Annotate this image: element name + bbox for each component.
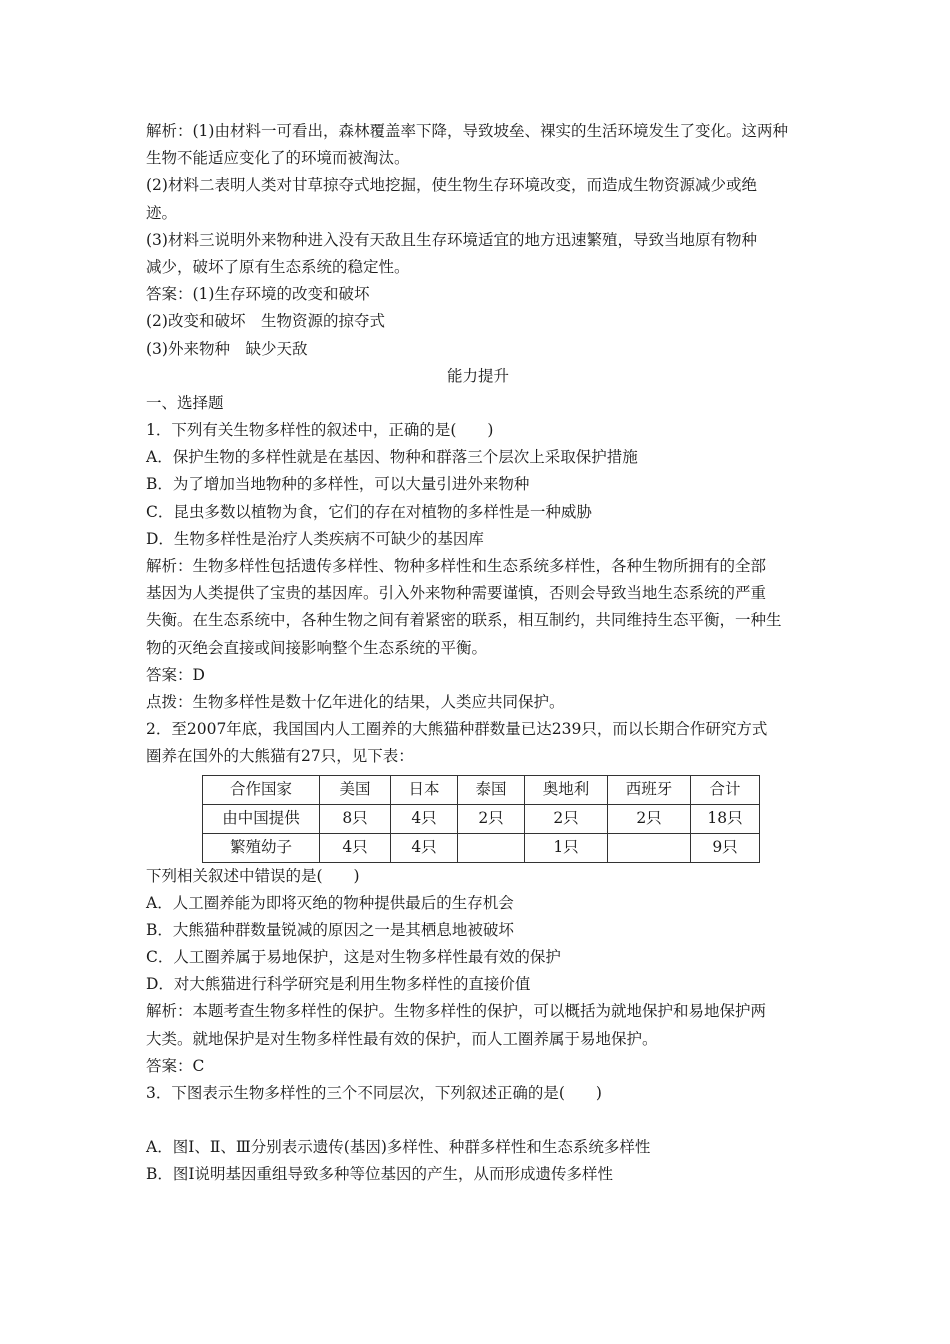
question-prompt: 下列相关叙述中错误的是( )	[146, 866, 360, 885]
document-content	[146, 118, 810, 1189]
table-cell: 2只	[525, 804, 608, 833]
answer-line: 答案：C	[146, 1056, 205, 1075]
answer-line: 答案：D	[146, 665, 205, 684]
prev-answers	[146, 281, 810, 363]
table-cell: 2只	[608, 804, 691, 833]
option-d: D．对大熊猫进行科学研究是利用生物多样性的直接价值	[146, 975, 531, 994]
analysis-line: 物的灭绝会直接或间接影响整个生态系统的平衡。	[146, 638, 488, 657]
table-cell: 18只	[691, 804, 760, 833]
table-cell	[608, 833, 691, 862]
table-row	[203, 833, 760, 862]
figure-placeholder	[146, 1107, 810, 1134]
table-header-cell: 泰国	[458, 775, 525, 804]
table-cell: 由中国提供	[203, 804, 320, 833]
tip-line: 点拨：生物多样性是数十亿年进化的结果，人类应共同保护。	[146, 692, 565, 711]
option-c: C．人工圈养属于易地保护，这是对生物多样性最有效的保护	[146, 948, 561, 967]
question-2	[146, 716, 810, 1080]
question-1	[146, 417, 810, 716]
option-d: D．生物多样性是治疗人类疾病不可缺少的基因库	[146, 529, 484, 548]
answer-line: (2)改变和破坏 生物资源的掠夺式	[146, 312, 385, 331]
text-line: 迹。	[146, 203, 178, 222]
table-cell	[458, 833, 525, 862]
table-cell: 2只	[458, 804, 525, 833]
option-b: B．图Ⅰ说明基因重组导致多种等位基因的产生，从而形成遗传多样性	[146, 1165, 614, 1184]
analysis-line: 失衡。在生态系统中，各种生物之间有着紧密的联系，相互制约，共同维持生态平衡，一种生	[146, 611, 782, 630]
part-title: 一、选择题	[146, 393, 224, 412]
answer-line: 答案：(1)生存环境的改变和破坏	[146, 285, 370, 304]
table-header-cell: 美国	[320, 775, 391, 804]
analysis-line: 大类。就地保护是对生物多样性最有效的保护，而人工圈养属于易地保护。	[146, 1029, 658, 1048]
table-header-cell: 日本	[391, 775, 458, 804]
option-a: A．保护生物的多样性就是在基因、物种和群落三个层次上采取保护措施	[146, 448, 638, 467]
question-stem: 3．下图表示生物多样性的三个不同层次，下列叙述正确的是( )	[146, 1084, 602, 1102]
table-cell: 4只	[391, 833, 458, 862]
question-stem: 圈养在国外的大熊猫有27只，见下表：	[146, 747, 414, 766]
section-title: 能力提升	[446, 366, 509, 385]
option-c: C．昆虫多数以植物为食，它们的存在对植物的多样性是一种威胁	[146, 502, 592, 521]
question-stem: 1．下列有关生物多样性的叙述中，正确的是( )	[146, 421, 494, 440]
table-header-row	[203, 775, 760, 804]
option-b: B．为了增加当地物种的多样性，可以大量引进外来物种	[146, 475, 530, 494]
table-header-cell: 西班牙	[608, 775, 691, 804]
table-cell: 8只	[320, 804, 391, 833]
prev-analysis	[146, 118, 810, 281]
table-cell: 1只	[525, 833, 608, 862]
table-header-cell: 合计	[691, 775, 760, 804]
table-cell: 繁殖幼子	[203, 833, 320, 862]
panda-table	[202, 775, 760, 863]
table-cell: 4只	[320, 833, 391, 862]
option-a: A．人工圈养能为即将灭绝的物种提供最后的生存机会	[146, 893, 514, 912]
option-a: A．图Ⅰ、Ⅱ、Ⅲ分别表示遗传(基因)多样性、种群多样性和生态系统多样性	[146, 1138, 651, 1157]
table-header-cell: 奥地利	[525, 775, 608, 804]
table-header-cell: 合作国家	[203, 775, 320, 804]
table-row	[203, 804, 760, 833]
text-line: 解析：(1)由材料一可看出，森林覆盖率下降，导致坡垒、裸实的生活环境发生了变化。这两种	[146, 122, 788, 140]
text-line: (3)材料三说明外来物种进入没有天敌且生存环境适宜的地方迅速繁殖，导致当地原有物种	[146, 230, 757, 249]
question-3	[146, 1080, 810, 1189]
analysis-line: 基因为人类提供了宝贵的基因库。引入外来物种需要谨慎，否则会导致当地生态系统的严重	[146, 584, 767, 603]
text-line: 减少，破坏了原有生态系统的稳定性。	[146, 257, 410, 276]
analysis-line: 解析：生物多样性包括遗传多样性、物种多样性和生态系统多样性，各种生物所拥有的全部	[146, 557, 767, 575]
answer-line: (3)外来物种 缺少天敌	[146, 339, 308, 358]
option-b: B．大熊猫种群数量锐减的原因之一是其栖息地被破坏	[146, 920, 514, 939]
analysis-line: 解析：本题考查生物多样性的保护。生物多样性的保护，可以概括为就地保护和易地保护两	[146, 1002, 767, 1021]
table-cell: 9只	[691, 833, 760, 862]
table-cell: 4只	[391, 804, 458, 833]
text-line: (2)材料二表明人类对甘草掠夺式地挖掘，使生物生存环境改变，而造成生物资源减少或绝	[146, 176, 757, 195]
text-line: 生物不能适应变化了的环境而被淘汰。	[146, 149, 410, 168]
question-stem: 2．至2007年底，我国国内人工圈养的大熊猫种群数量已达239只，而以长期合作研究方式	[146, 720, 768, 739]
